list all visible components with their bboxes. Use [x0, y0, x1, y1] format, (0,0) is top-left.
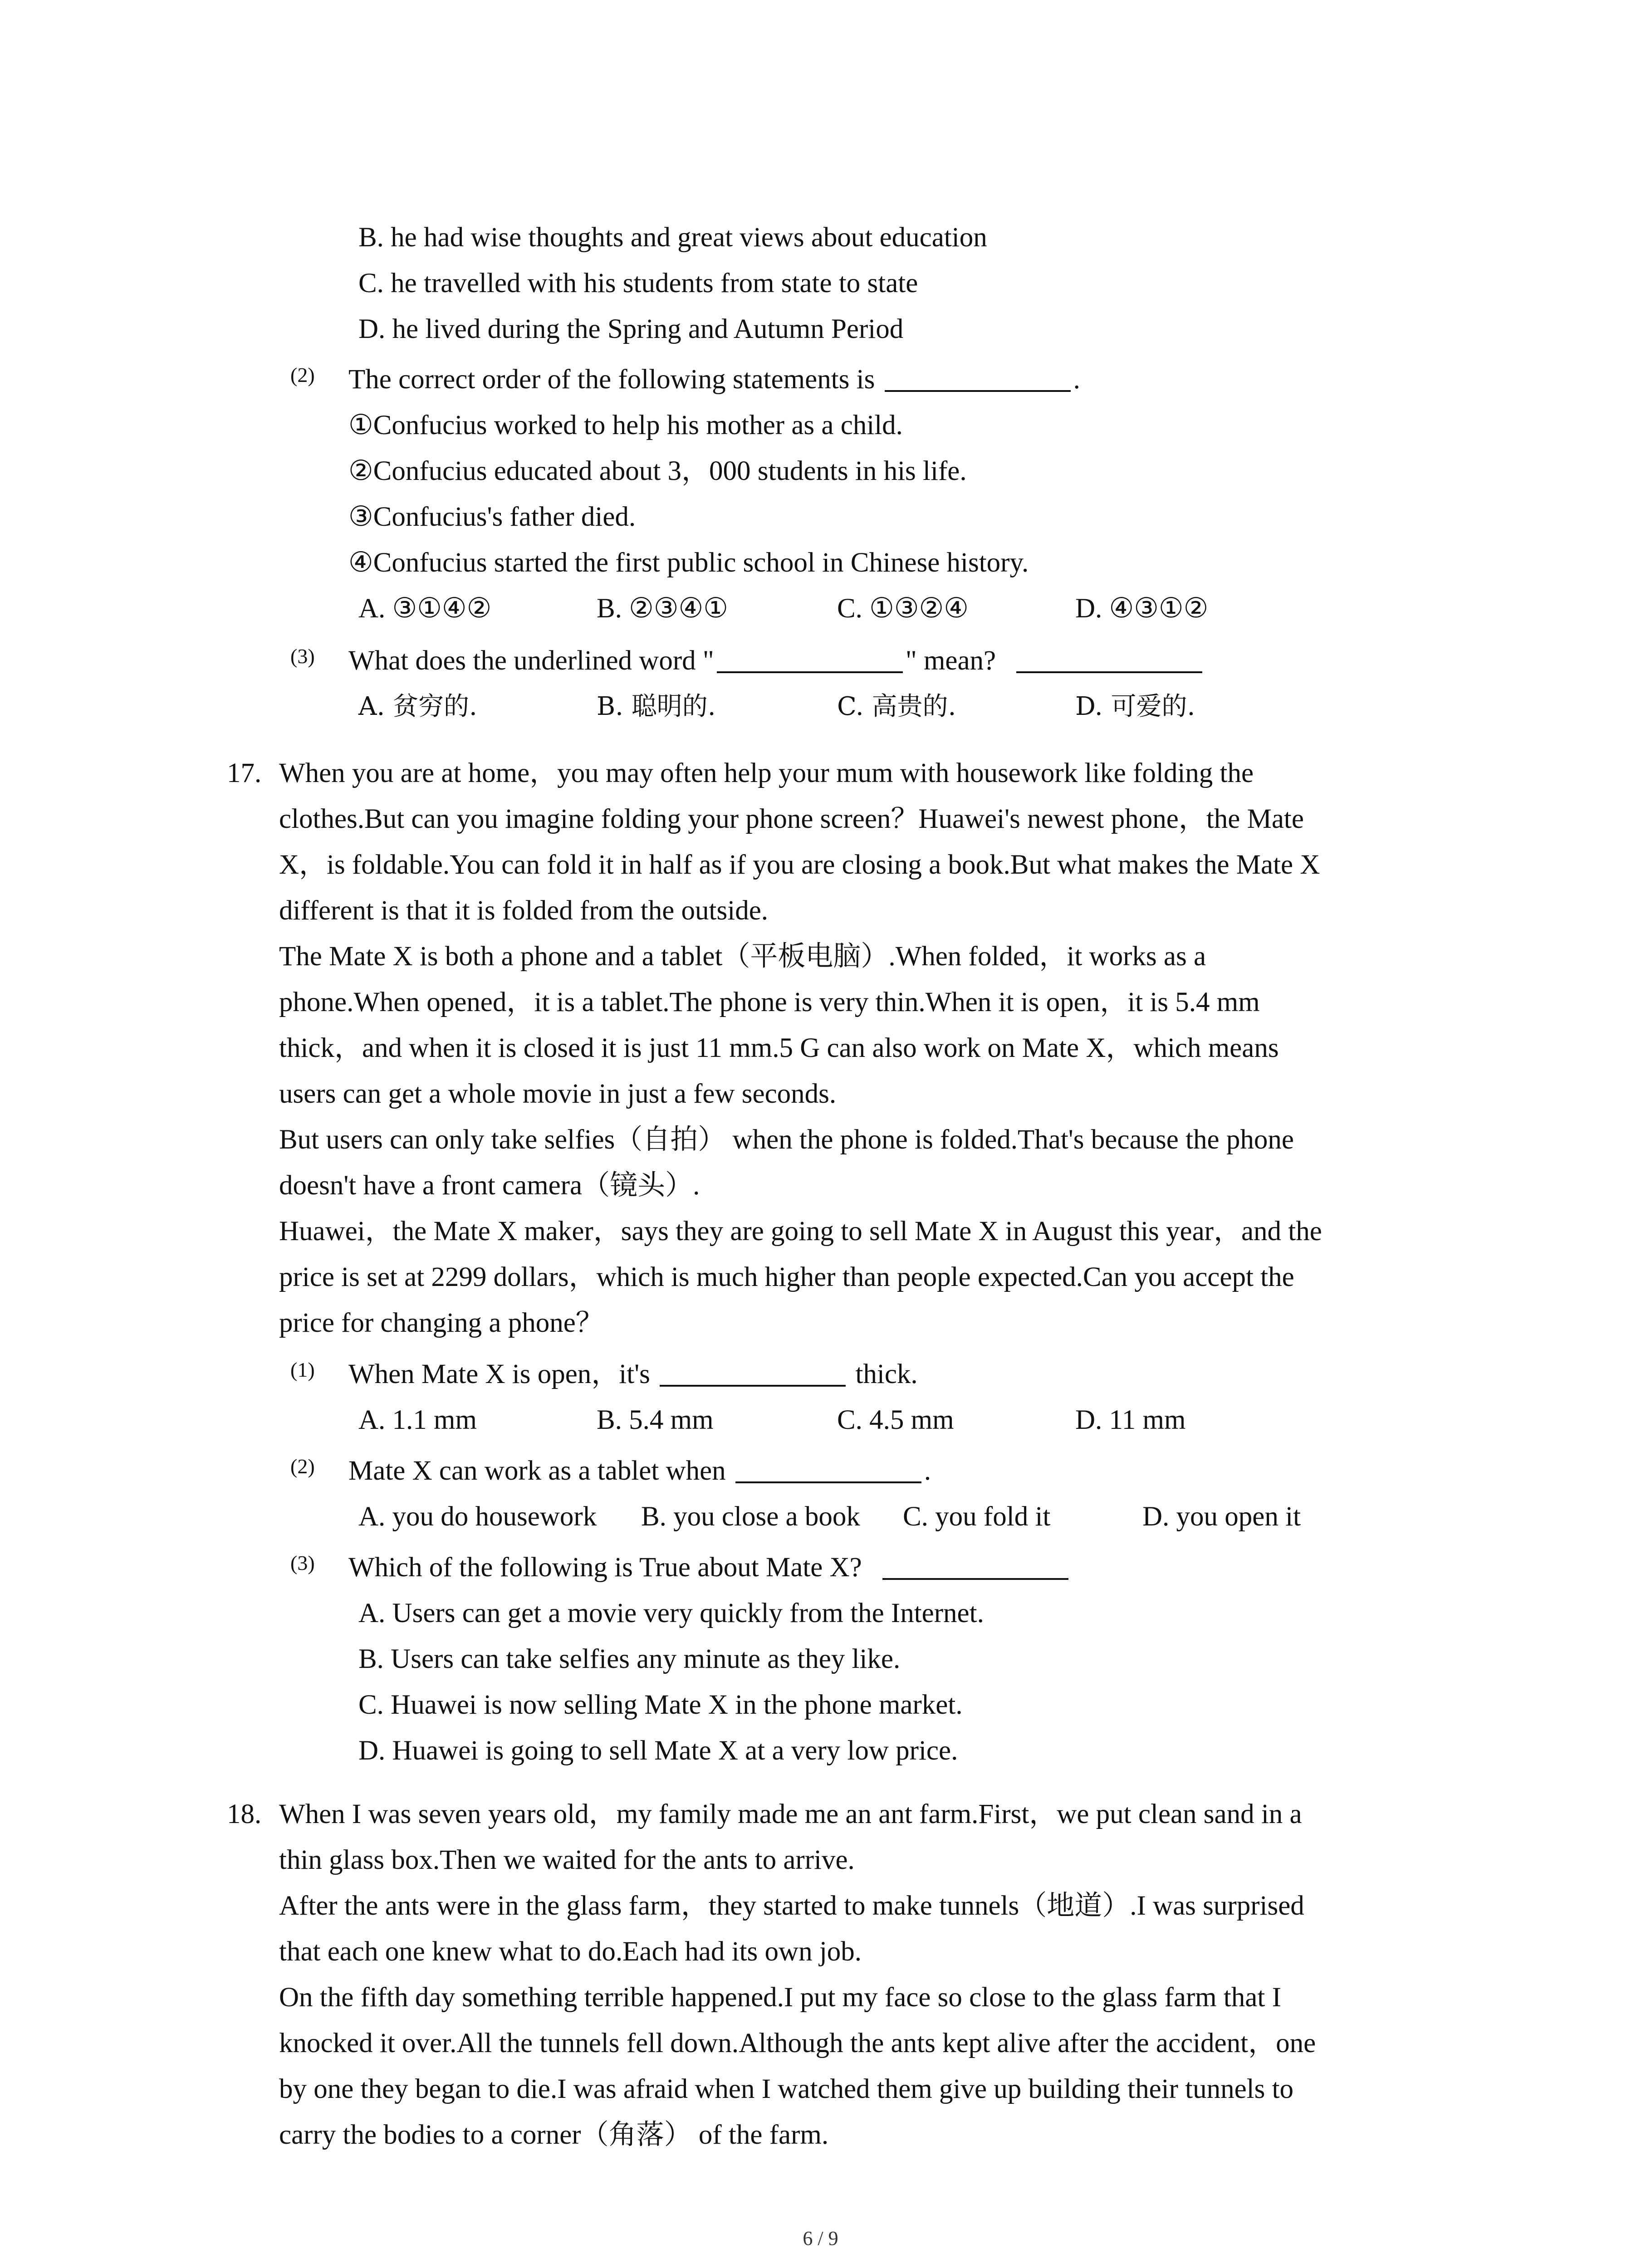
q18-passage-line-4: that each one knew what to do.Each had its own job. — [279, 1936, 862, 1967]
q17-passage-line-3: X，is foldable.You can fold it in half as if you are closing a book.But what makes the Mate X — [279, 850, 1320, 880]
q16-q2-option-c[interactable]: C. ①③②④ — [837, 593, 969, 624]
q17-q2-stem — [348, 1453, 931, 1489]
q17-q2-option-d[interactable]: D. you open it — [1142, 1501, 1301, 1532]
q16-q3-option-a[interactable]: A. 贫穷的. — [358, 692, 477, 721]
q16-q3-option-c[interactable]: C. 高贵的. — [837, 692, 956, 721]
page-number: 6 / 9 — [803, 2227, 838, 2249]
q16-q2-stem — [348, 362, 1080, 398]
q18-passage-line-8: carry the bodies to a corner（角落） of the farm. — [279, 2120, 829, 2150]
q17-q2-answer-blank[interactable] — [735, 1454, 921, 1483]
q17-q2-stem-text: Mate X can work as a tablet when — [348, 1456, 726, 1486]
q18-number: 18. — [227, 1799, 262, 1829]
q17-q2-option-b[interactable]: B. you close a book — [641, 1501, 860, 1532]
q17-q1-option-b[interactable]: B. 5.4 mm — [597, 1405, 714, 1435]
q16-q2-number: (2) — [290, 363, 315, 386]
q17-q3-option-c[interactable]: C. Huawei is now selling Mate X in the phone market. — [358, 1690, 963, 1720]
q17-passage-line-9: But users can only take selfies（自拍） when the phone is folded.That's because the phone — [279, 1124, 1294, 1155]
q17-q1-option-d[interactable]: D. 11 mm — [1075, 1405, 1186, 1435]
q17-passage-line-7: thick，and when it is closed it is just 11 mm.5 G can also work on Mate X，which means — [279, 1033, 1279, 1063]
q17-q1-answer-blank[interactable] — [660, 1358, 846, 1387]
q18-passage-line-1: When I was seven years old，my family made me an ant farm.First，we put clean sand in a — [279, 1799, 1302, 1829]
q16-q3-number: (3) — [290, 645, 315, 668]
q16-q3-stem-text: What does the underlined word " — [348, 645, 714, 676]
q16-q2-statement-2: ②Confucius educated about 3，000 students in his life. — [348, 456, 967, 486]
q16-q2-statement-3: ③Confucius's father died. — [348, 502, 636, 532]
q17-q1-number: (1) — [290, 1358, 315, 1381]
q17-q1-stem-text: When Mate X is open，it's — [348, 1359, 650, 1389]
q17-q1-option-c[interactable]: C. 4.5 mm — [837, 1405, 954, 1435]
q16-q3-stem-middle: " mean? — [905, 645, 996, 676]
q17-q2-option-c[interactable]: C. you fold it — [903, 1501, 1051, 1532]
q16-q2-stem-text: The correct order of the following statements is — [348, 364, 875, 395]
q17-passage-line-12: price is set at 2299 dollars，which is much higher than people expected.Can you accept the — [279, 1262, 1294, 1292]
q17-q1-stem — [348, 1356, 918, 1393]
q18-passage-line-2: thin glass box.Then we waited for the ants to arrive. — [279, 1845, 855, 1875]
q17-passage-line-8: users can get a whole movie in just a few seconds. — [279, 1079, 837, 1109]
q17-passage-line-10: doesn't have a front camera（镜头）. — [279, 1170, 700, 1201]
q17-passage-line-6: phone.When opened，it is a tablet.The phone is very thin.When it is open，it is 5.4 mm — [279, 987, 1260, 1017]
q17-passage-line-5: The Mate X is both a phone and a tablet（平板电脑）.When folded，it works as a — [279, 941, 1206, 972]
q18-passage-line-6: knocked it over.All the tunnels fell down.Although the ants kept alive after the accident，one — [279, 2028, 1316, 2058]
q17-q1-option-a[interactable]: A. 1.1 mm — [358, 1405, 477, 1435]
q16-q2-option-d[interactable]: D. ④③①② — [1075, 593, 1209, 624]
q17-passage-line-11: Huawei，the Mate X maker，says they are going to sell Mate X in August this year，and the — [279, 1216, 1322, 1246]
q16-q2-option-a[interactable]: A. ③①④② — [358, 593, 492, 624]
q17-passage-line-4: different is that it is folded from the outside. — [279, 895, 769, 926]
q17-q3-option-d[interactable]: D. Huawei is going to sell Mate X at a very low price. — [358, 1735, 958, 1766]
q16-q1-option-c: C. he travelled with his students from state to state — [358, 268, 918, 298]
q17-q3-option-b[interactable]: B. Users can take selfies any minute as they like. — [358, 1644, 901, 1674]
q16-q2-statement-4: ④Confucius started the first public school in Chinese history. — [348, 547, 1029, 578]
q17-q2-number: (2) — [290, 1455, 315, 1478]
q16-q3-underlined-word-blank — [717, 644, 903, 673]
q18-passage-line-5: On the fifth day something terrible happened.I put my face so close to the glass farm that I — [279, 1982, 1281, 2013]
q17-q3-option-a[interactable]: A. Users can get a movie very quickly from the Internet. — [358, 1598, 984, 1628]
q17-q3-stem-text: Which of the following is True about Mate X? — [348, 1552, 862, 1583]
q16-q3-option-b[interactable]: B. 聪明的. — [597, 692, 716, 721]
q17-q2-option-a[interactable]: A. you do housework — [358, 1501, 597, 1532]
q17-q1-stem-end: thick. — [855, 1359, 918, 1389]
q17-q3-answer-blank[interactable] — [882, 1551, 1068, 1580]
q17-q3-number: (3) — [290, 1551, 315, 1574]
q16-q3-answer-blank[interactable] — [1016, 644, 1202, 673]
q16-q2-option-b[interactable]: B. ②③④① — [597, 593, 728, 624]
q18-passage-line-3: After the ants were in the glass farm，they started to make tunnels（地道）.I was surprised — [279, 1891, 1304, 1921]
q17-passage-line-2: clothes.But can you imagine folding your phone screen？Huawei's newest phone，the Mate — [279, 804, 1304, 834]
q16-q3-option-d[interactable]: D. 可爱的. — [1075, 692, 1195, 721]
q17-number: 17. — [227, 758, 262, 788]
q16-q1-option-b: B. he had wise thoughts and great views about education — [358, 222, 987, 253]
q18-passage-line-7: by one they began to die.I was afraid when I watched them give up building their tunnels to — [279, 2074, 1294, 2104]
q17-passage-line-13: price for changing a phone？ — [279, 1308, 603, 1338]
q16-q2-answer-blank[interactable] — [885, 363, 1071, 392]
q16-q1-option-d: D. he lived during the Spring and Autumn Period — [358, 314, 904, 344]
q17-passage-line-1: When you are at home，you may often help your mum with housework like folding the — [279, 758, 1254, 788]
q17-q2-stem-end: . — [924, 1456, 931, 1486]
q17-q3-stem — [348, 1549, 1071, 1586]
q16-q2-stem-end: . — [1073, 364, 1080, 395]
q16-q3-stem — [348, 643, 1205, 679]
q16-q2-statement-1: ①Confucius worked to help his mother as a child. — [348, 410, 903, 440]
